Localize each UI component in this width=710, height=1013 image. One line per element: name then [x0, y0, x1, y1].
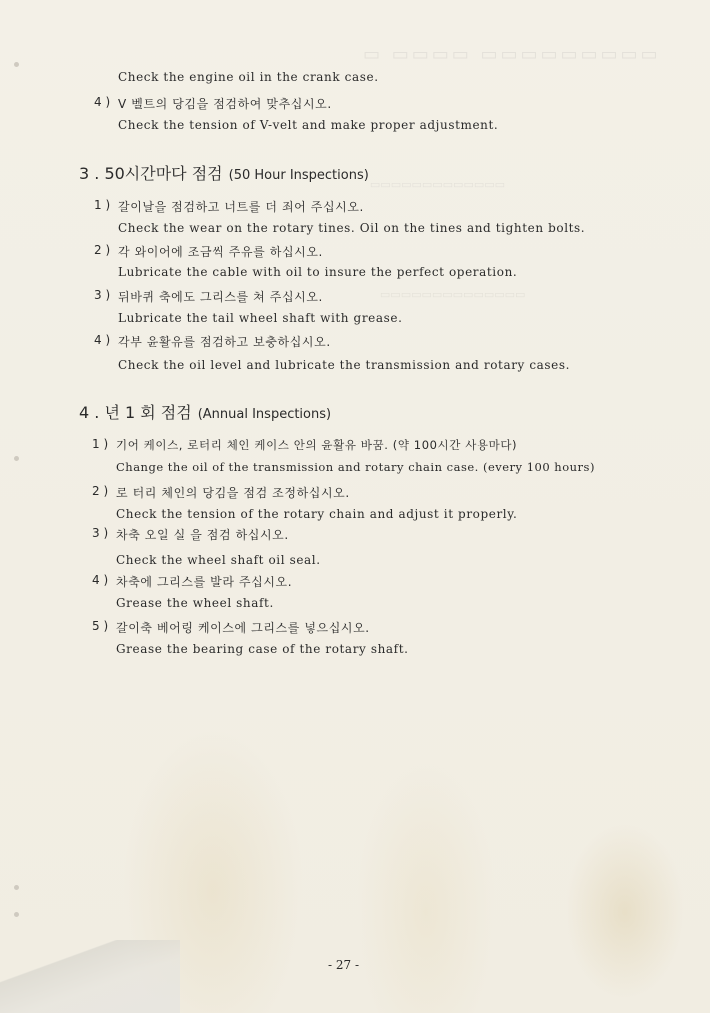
- s3-item-3-number: 3 ): [94, 288, 111, 302]
- section-4-title: 4 . 년 1 회 점검: [79, 403, 192, 422]
- s3-item-4-number: 4 ): [94, 333, 111, 347]
- s4-item-2-korean: 로 터리 체인의 당김을 점검 조정하십시오.: [116, 486, 350, 500]
- binder-hole: [14, 885, 19, 890]
- s4-item-3-korean: 차축 오일 실 을 점검 하십시오.: [116, 528, 289, 542]
- s3-item-2-number: 2 ): [94, 243, 111, 257]
- s3-item-1-korean: 갈이날을 점검하고 너트를 더 죄어 주십시오.: [118, 200, 364, 214]
- section-4-subtitle: (Annual Inspections): [197, 407, 332, 422]
- s4-item-4-english: Grease the wheel shaft.: [116, 596, 274, 610]
- top-item-4-number: 4 ): [94, 95, 111, 109]
- s4-item-1-english: Change the oil of the transmission and rotary chain case. (every 100 hours): [116, 460, 595, 474]
- s4-item-3-english: Check the wheel shaft oil seal.: [116, 553, 321, 567]
- s4-item-5-number: 5 ): [92, 619, 109, 633]
- s4-item-2-english: Check the tension of the rotary chain and adjust it properly.: [116, 507, 518, 521]
- s4-item-5-english: Grease the bearing case of the rotary shaft.: [116, 642, 409, 656]
- s3-item-2-english: Lubricate the cable with oil to insure the perfect operation.: [118, 265, 518, 279]
- binder-hole: [14, 456, 19, 461]
- section-3-title: 3 . 50시간마다 점검: [79, 164, 223, 183]
- s4-item-3-number: 3 ): [92, 526, 109, 540]
- s4-item-1-number: 1 ): [92, 437, 109, 451]
- top-item-4-korean: V 벨트의 당김을 점검하여 맞추십시오.: [118, 97, 332, 111]
- s3-item-3-korean: 뒤바퀴 축에도 그리스를 쳐 주십시오.: [118, 290, 323, 304]
- top-check-engine-oil: Check the engine oil in the crank case.: [118, 70, 379, 84]
- s3-item-1-english: Check the wear on the rotary tines. Oil on the tines and tighten bolts.: [118, 221, 586, 235]
- folded-corner: [0, 940, 180, 1013]
- s3-item-2-korean: 각 와이어에 조금씩 주유를 하십시오.: [118, 245, 323, 259]
- section-3-subtitle: (50 Hour Inspections): [228, 168, 369, 183]
- s3-item-4-korean: 각부 윤활유를 점검하고 보충하십시오.: [118, 335, 331, 349]
- reverse-page-bleed-line: ▭▭▭▭▭▭▭▭▭▭▭▭▭▭: [380, 288, 526, 301]
- s4-item-2-number: 2 ): [92, 484, 109, 498]
- s3-item-1-number: 1 ): [94, 198, 111, 212]
- reverse-page-bleed-title: ▭▭▭▭▭▭▭▭▭ ▭▭▭▭ ▭: [360, 44, 658, 65]
- reverse-page-bleed-line: ▭▭▭▭▭▭▭▭▭▭▭▭▭: [370, 178, 506, 191]
- s4-item-1-korean: 기어 케이스, 로터리 체인 케이스 안의 윤활유 바꿈. (약 100시간 사용마다): [116, 438, 518, 452]
- binder-hole: [14, 62, 19, 67]
- s4-item-5-korean: 갈이축 베어링 케이스에 그리스를 넣으십시오.: [116, 621, 370, 635]
- s4-item-4-number: 4 ): [92, 573, 109, 587]
- binder-hole: [14, 912, 19, 917]
- section-4-heading: [79, 400, 331, 423]
- s3-item-4-english: Check the oil level and lubricate the transmission and rotary cases.: [118, 358, 571, 372]
- section-3-heading: [79, 161, 369, 184]
- top-item-4-english: Check the tension of V-velt and make proper adjustment.: [118, 118, 499, 132]
- s4-item-4-korean: 차축에 그리스를 발라 주십시오.: [116, 575, 293, 589]
- page-number: - 27 -: [328, 958, 360, 972]
- s3-item-3-english: Lubricate the tail wheel shaft with grease.: [118, 311, 403, 325]
